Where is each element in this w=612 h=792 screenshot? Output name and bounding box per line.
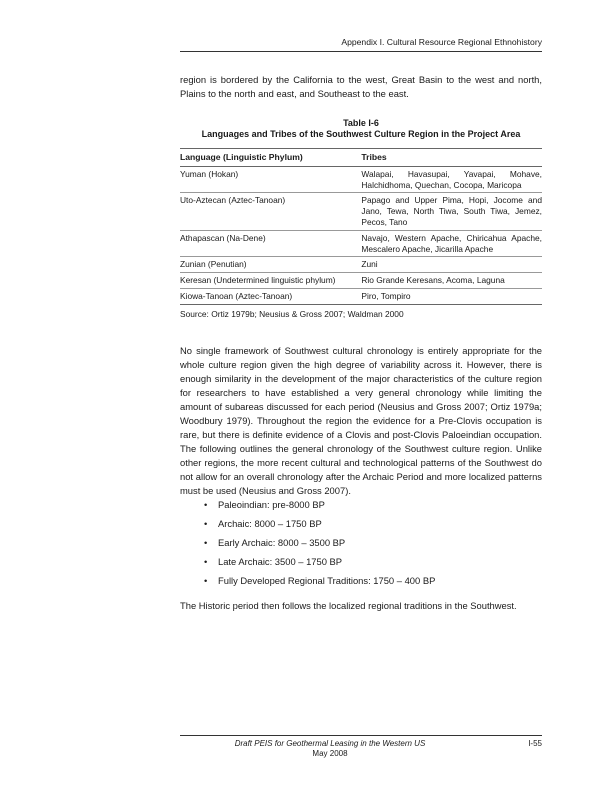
list-item (204, 555, 542, 567)
language-cell: Keresan (Undetermined linguistic phylum) (180, 273, 357, 289)
period-text: Late Archaic: 3500 – 1750 BP (218, 555, 343, 567)
table-source-note: Source: Ortiz 1979b; Neusius & Gross 2007; Waldman 2000 (180, 308, 404, 319)
column-header-language: Language (Linguistic Phylum) (180, 149, 357, 167)
table-row (180, 288, 542, 304)
language-cell: Athapascan (Na-Dene) (180, 230, 357, 257)
table-number: Table I-6 (343, 118, 379, 128)
footer-document-title: Draft PEIS for Geothermal Leasing in the Western US (234, 739, 426, 748)
list-item (204, 536, 542, 548)
chronology-paragraph: No single framework of Southwest cultural chronology is entirely appropriate for the whole culture region given the high degree of variability across it. However, there is enough similarity in the development of the major characteristics of the culture region for researchers to have established a very general chronology while limiting the amount of subareas discussed for each period (Neusius and Gross 2007; Ortiz 1979a; Woodbury 1979). Throughout the region the evidence for a Pre-Clovis occupation is rare, but there is definite evidence of a Clovis and post-Clovis Paloeindian occupation. The following outlines the general chronology of the Southwest culture region. Unlike other regions, the more recent cultural and technological patterns of the Southwest do not allow for an overall chronology after the Archaic Period and more localized patterns must be used (Neusius and Gross 2007). (180, 344, 542, 496)
tribes-cell: Walapai, Havasupai, Yavapai, Mohave, Halchidhoma, Quechan, Cocopa, Maricopa (357, 166, 542, 193)
bullet-icon: • (204, 498, 208, 510)
tribes-cell: Navajo, Western Apache, Chiricahua Apache, Mescalero Apache, Jicarilla Apache (357, 230, 542, 257)
main-content (180, 73, 542, 613)
table-title: Languages and Tribes of the Southwest Culture Region in the Project Area (201, 129, 521, 139)
running-header: Appendix I. Cultural Resource Regional Ethnohistory (341, 37, 542, 47)
tribes-cell: Zuni (357, 257, 542, 273)
column-header-tribes: Tribes (357, 149, 542, 167)
tribes-cell: Piro, Tompiro (357, 288, 542, 304)
period-text: Paleoindian: pre-8000 BP (218, 498, 325, 510)
bullet-icon: • (204, 536, 208, 548)
table-header-row (180, 149, 542, 167)
page-number: I-55 (528, 739, 542, 748)
intro-paragraph: region is bordered by the California to the west, Great Basin to the west and north, Plains to the north and east, and Southeast to the east. (180, 74, 542, 99)
table-row (180, 230, 542, 257)
footer-rule (180, 735, 542, 736)
tribes-cell: Rio Grande Keresans, Acoma, Laguna (357, 273, 542, 289)
list-item (204, 498, 542, 510)
period-text: Fully Developed Regional Traditions: 1750 – 400 BP (218, 574, 436, 586)
languages-tribes-table (180, 148, 542, 305)
language-cell: Kiowa-Tanoan (Aztec-Tanoan) (180, 288, 357, 304)
list-item (204, 574, 542, 586)
footer-date: May 2008 (312, 749, 348, 758)
table-row (180, 273, 542, 289)
bullet-icon: • (204, 574, 208, 586)
table-row (180, 193, 542, 230)
period-text: Archaic: 8000 – 1750 BP (218, 517, 322, 529)
language-cell: Zunian (Penutian) (180, 257, 357, 273)
tribes-cell: Papago and Upper Pima, Hopi, Jocome and Jano, Tewa, North Tiwa, South Tiwa, Jemez, Pecos, Tano (357, 193, 542, 230)
table-row (180, 166, 542, 193)
bullet-icon: • (204, 517, 208, 529)
table-heading (180, 118, 542, 140)
header-rule (180, 51, 542, 52)
bullet-icon: • (204, 555, 208, 567)
period-list (180, 500, 542, 586)
table-row (180, 257, 542, 273)
language-cell: Uto-Aztecan (Aztec-Tanoan) (180, 193, 357, 230)
list-item (204, 517, 542, 529)
period-text: Early Archaic: 8000 – 3500 BP (218, 536, 346, 548)
historic-paragraph: The Historic period then follows the localized regional traditions in the Southwest. (180, 599, 517, 611)
language-cell: Yuman (Hokan) (180, 166, 357, 193)
